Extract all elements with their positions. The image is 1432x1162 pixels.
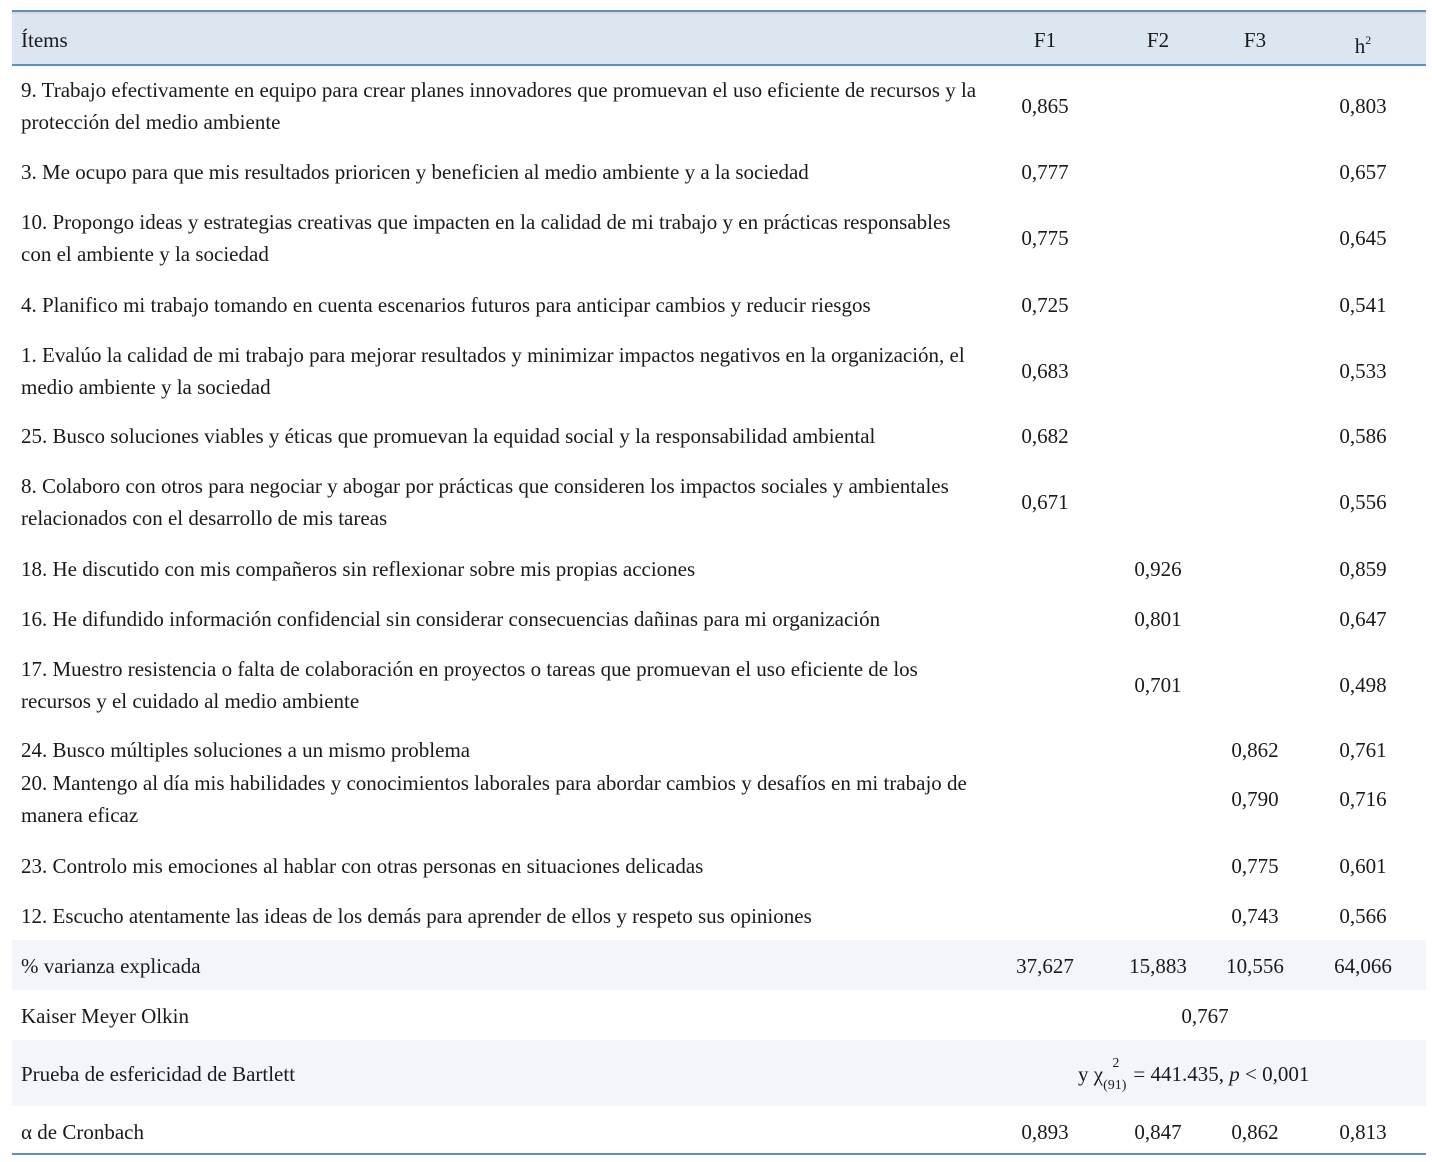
table-bottom-rule xyxy=(12,1153,1426,1155)
table-row-item: 20. Mantengo al día mis habilidades y conocimientos laborales para abordar cambios y desafíos en mi trabajo de manera eficaz xyxy=(21,771,967,827)
table-row-h2: 0,533 xyxy=(1339,359,1387,383)
table-row-item: 4. Planifico mi trabajo tomando en cuenta escenarios futuros para anticipar cambios y reducir riesgos xyxy=(21,293,871,317)
table-row-item: 3. Me ocupo para que mis resultados prioricen y beneficien al medio ambiente y a la sociedad xyxy=(21,160,809,184)
table-row-f1: 0,865 xyxy=(1021,94,1069,118)
table-row-f2: 0,701 xyxy=(1134,673,1182,697)
table-row-f1: 0,671 xyxy=(1021,490,1069,514)
variance-f3: 10,556 xyxy=(1226,954,1284,978)
table-row-h2: 0,859 xyxy=(1339,557,1387,581)
cronbach-f2: 0,847 xyxy=(1134,1120,1182,1144)
header-items: Ítems xyxy=(21,28,68,52)
table-row-item: 23. Controlo mis emociones al hablar con otras personas en situaciones delicadas xyxy=(21,854,704,878)
variance-f1: 37,627 xyxy=(1016,954,1074,978)
table-row-h2: 0,657 xyxy=(1339,160,1387,184)
bartlett-label: Prueba de esfericidad de Bartlett xyxy=(21,1062,296,1086)
table-row-item: 9. Trabajo efectivamente en equipo para crear planes innovadores que promuevan el uso eficiente de recursos y la protección del medio ambiente xyxy=(21,78,977,134)
table-row-f3: 0,775 xyxy=(1231,854,1279,878)
table-row-h2: 0,647 xyxy=(1339,607,1387,631)
kmo-label: Kaiser Meyer Olkin xyxy=(21,1004,189,1028)
variance-h2: 64,066 xyxy=(1334,954,1392,978)
header-f2: F2 xyxy=(1146,28,1170,52)
table-row-f1: 0,777 xyxy=(1021,160,1069,184)
table-row-item: 18. He discutido con mis compañeros sin reflexionar sobre mis propias acciones xyxy=(21,557,696,581)
variance-label: % varianza explicada xyxy=(21,954,201,978)
table-row-h2: 0,566 xyxy=(1339,904,1387,928)
header-f1: F1 xyxy=(1033,28,1057,52)
table-row-f1: 0,725 xyxy=(1021,293,1069,317)
table-row-f3: 0,743 xyxy=(1231,904,1279,928)
table-row-item: 24. Busco múltiples soluciones a un mismo problema xyxy=(21,738,471,762)
table-row-h2: 0,601 xyxy=(1339,854,1387,878)
table-row-f3: 0,862 xyxy=(1231,738,1279,762)
table-row-h2: 0,541 xyxy=(1339,293,1387,317)
table-row-f3: 0,790 xyxy=(1231,787,1279,811)
table-row-h2: 0,761 xyxy=(1339,738,1387,762)
table-row-f1: 0,682 xyxy=(1021,424,1069,448)
kmo-value: 0,767 xyxy=(1181,1004,1229,1028)
table-row-f2: 0,801 xyxy=(1134,607,1182,631)
header-h2: $h^2$ xyxy=(1354,33,1372,58)
cronbach-f3: 0,862 xyxy=(1231,1120,1279,1144)
table-row-h2: 0,803 xyxy=(1339,94,1387,118)
table-row-h2: 0,645 xyxy=(1339,226,1387,250)
table-row-f1: 0,775 xyxy=(1021,226,1069,250)
table-row-item: 10. Propongo ideas y estrategias creativas que impacten en la calidad de mi trabajo y en prácticas responsables con el ambiente y la sociedad xyxy=(21,210,951,266)
cronbach-f1: 0,893 xyxy=(1021,1120,1069,1144)
variance-f2: 15,883 xyxy=(1129,954,1187,978)
table-row-item: 17. Muestro resistencia o falta de colaboración en proyectos o tareas que promuevan el uso eficiente de los recursos y el cuidado al medio ambiente xyxy=(21,657,918,713)
header-f3: F3 xyxy=(1243,28,1267,52)
table-row-f1: 0,683 xyxy=(1021,359,1069,383)
cronbach-label: α de Cronbach xyxy=(21,1120,144,1144)
table-row-item: 16. He difundido información confidencial sin considerar consecuencias dañinas para mi organización xyxy=(21,607,881,631)
table-row-f2: 0,926 xyxy=(1134,557,1182,581)
table-row-item: 8. Colaboro con otros para negociar y abogar por prácticas que consideren los impactos sociales y ambientales relacionados con el desarrollo de mis tareas xyxy=(21,474,949,530)
cronbach-h2: 0,813 xyxy=(1339,1120,1387,1144)
bartlett-value: y $\chi_{(91)}^2 = 441.435$, p < 0,001 xyxy=(1078,1056,1310,1093)
table-row-item: 1. Evalúo la calidad de mi trabajo para mejorar resultados y minimizar impactos negativos en la organización, el medio ambiente y la sociedad xyxy=(21,343,965,399)
table-row-h2: 0,716 xyxy=(1339,787,1387,811)
table-row-h2: 0,498 xyxy=(1339,673,1387,697)
table-row-h2: 0,556 xyxy=(1339,490,1387,514)
table-row-item: 25. Busco soluciones viables y éticas que promuevan la equidad social y la responsabilidad ambiental xyxy=(21,424,876,448)
header-rule xyxy=(12,64,1426,66)
table-row-h2: 0,586 xyxy=(1339,424,1387,448)
table-row-item: 12. Escucho atentamente las ideas de los demás para aprender de ellos y respeto sus opiniones xyxy=(21,904,812,928)
